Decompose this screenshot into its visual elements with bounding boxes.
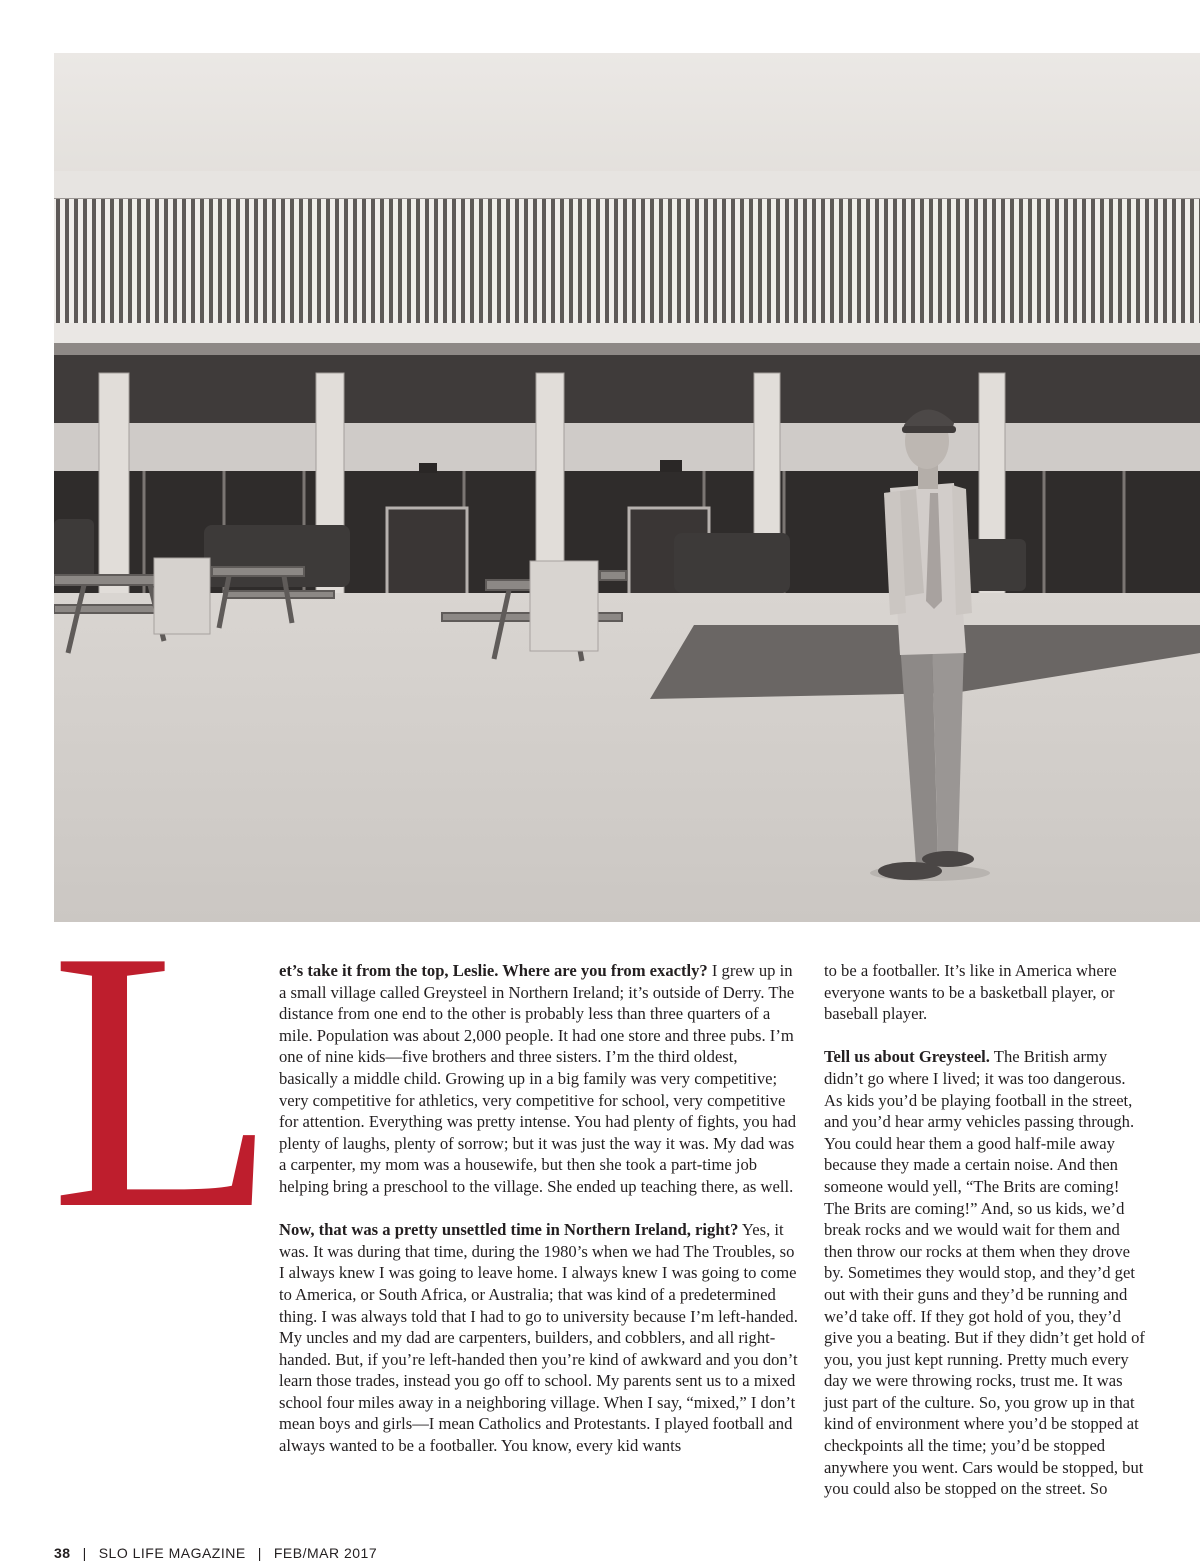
footer-separator-2: | bbox=[257, 1545, 262, 1561]
answer-northern-ireland: Yes, it was. It was during that time, during the 1980’s when we had The Troubles, so I always knew I was going to leave home. I always knew I was going to come to America, or South Africa, or Australia; that was kind of a predetermined thing. I was always told that I had to go to university because I’m left-handed. My uncles and my dad are carpenters, builders, and cobblers, and all right-handed. But, if you’re left-handed then you’re kind of awkward and you don’t learn those trades, instead you go off to school. My parents sent us to a mixed school four miles away in a neighboring village. When I say, “mixed,” I don’t mean boys and girls—I mean Catholics and Protestants. I played football and always wanted to be a footballer. You know, every kid wants bbox=[279, 1220, 798, 1456]
footer-separator: | bbox=[82, 1545, 87, 1561]
magazine-name: SLO LIFE MAGAZINE bbox=[98, 1545, 246, 1561]
answer-origin: I grew up in a small village called Greysteel in Northern Ireland; it’s outside of Derry. The distance from one end to the other is probably less than three quarters of a mile. Population was about 2,000 people. It had one store and three pubs. I’m one of nine kids—five brothers and three sisters. I’m the third oldest, basically a middle child. Growing up in a big family was very competitive; very competitive for athletics, very competitive for school, very competitive for attention. Everything was pretty intense. You had plenty of fights, you had plenty of laughs, plenty of sorrow; but it was just the way it was. My dad was a carpenter, my mom was a housewife, but then she took a part-time job helping bring a preschool to the village. She ended up teaching there, as well. bbox=[279, 961, 797, 1196]
paragraph-continued: to be a footballer. It’s like in America where everyone wants to be a basketball player, or baseball player. bbox=[824, 961, 1117, 1024]
question-northern-ireland: Now, that was a pretty unsettled time in Northern Ireland, right? bbox=[279, 1220, 739, 1240]
article-column-2 bbox=[824, 960, 1146, 1521]
photo-illustration bbox=[54, 53, 1200, 922]
question-origin: et’s take it from the top, Leslie. Where are you from exactly? bbox=[279, 961, 708, 980]
paragraph-greysteel bbox=[824, 1046, 1146, 1499]
paragraph-intro bbox=[279, 960, 799, 1198]
page-number: 38 bbox=[54, 1545, 71, 1561]
paragraph-troubles bbox=[279, 1219, 799, 1457]
page-footer bbox=[54, 1545, 377, 1561]
article-column-1 bbox=[279, 960, 799, 1478]
question-greysteel: Tell us about Greysteel. bbox=[824, 1047, 990, 1067]
drop-cap-letter: L bbox=[50, 875, 278, 1286]
feature-photo bbox=[54, 53, 1200, 922]
issue-date: FEB/MAR 2017 bbox=[273, 1545, 378, 1561]
answer-greysteel: The British army didn’t go where I lived; it was too dangerous. As kids you’d be playing football in the street, and you’d hear army vehicles passing through. You could hear them a good half-mile away because they made a certain noise. And then someone would yell, “The Brits are coming! The Brits are coming!” And, so us kids, we’d break rocks and we would wait for them and then throw our rocks at them when they drove by. Sometimes they would stop, and they’d get out with their guns and they’d be running and we’d take off. If they got hold of you, they’d give you a beating. But if they didn’t get hold of you, you just kept running. Pretty much every day we were throwing rocks, trust me. It was just part of the culture. So, you grow up in that kind of environment where you’d be stopped at checkpoints all the time; you’d be stopped anywhere you went. Cars would be stopped, but you could also be stopped on the street. So bbox=[824, 1047, 1145, 1499]
